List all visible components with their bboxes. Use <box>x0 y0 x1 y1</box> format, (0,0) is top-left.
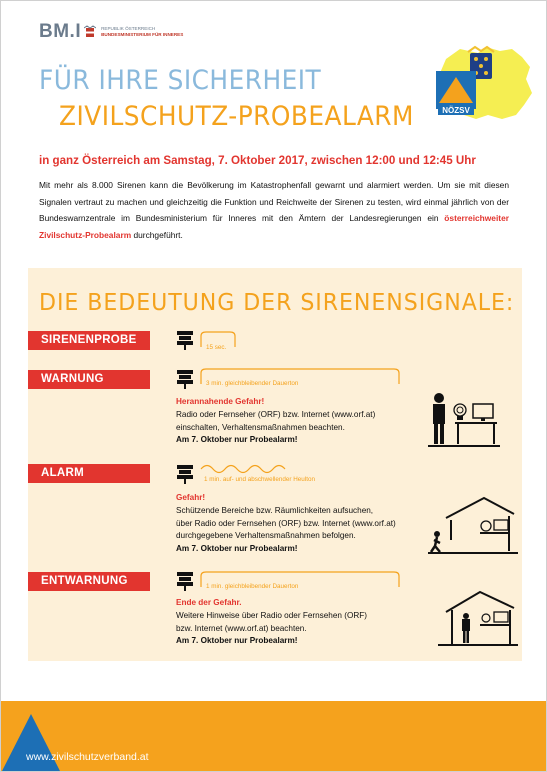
eagle-icon <box>84 25 96 39</box>
desc-warnung-head: Herannahende Gefahr! <box>176 397 265 406</box>
siren-signals-panel <box>28 268 522 661</box>
desc-entwarnung-line: Weitere Hinweise über Radio oder Fernsehen (ORF) <box>176 610 367 620</box>
person-radio-tv-icon <box>428 390 500 448</box>
desc-warnung-line: Radio oder Fernseher (ORF) bzw. Internet (www.orf.at) <box>176 409 376 419</box>
label-entwarnung: ENTWARNUNG <box>28 572 150 591</box>
label-alarm: ALARM <box>28 464 150 483</box>
republic-text: REPUBLIK ÖSTERREICH <box>101 26 156 31</box>
footer-url-link[interactable]: www.zivilschutzverband.at <box>26 751 149 763</box>
desc-entwarnung-line: bzw. Internet (www.orf.at) beachten. <box>176 623 307 633</box>
label-warnung: WARNUNG <box>28 370 150 389</box>
desc-alarm-line: Schützende Bereiche bzw. Räumlichkeiten aufsuchen, <box>176 505 374 515</box>
desc-alarm-line: durchgegebene Verhaltensmaßnahmen befolgen. <box>176 531 356 541</box>
desc-warnung <box>176 396 446 447</box>
siren-icon <box>176 330 194 350</box>
date-line: in ganz Österreich am Samstag, 7. Oktober 2017, zwischen 12:00 und 12:45 Uhr <box>39 154 476 167</box>
signal-caption-alarm: 1 min. auf- und abschwellender Heulton <box>204 476 315 483</box>
bmi-logo <box>39 21 183 43</box>
intro-suffix: durchgeführt. <box>133 230 183 241</box>
signal-caption-warnung: 3 min. gleichbleibender Dauerton <box>206 380 299 387</box>
desc-entwarnung-head: Ende der Gefahr. <box>176 598 242 607</box>
title-line-2: ZIVILSCHUTZ-PROBEALARM <box>59 101 414 132</box>
siren-icon <box>176 571 194 591</box>
person-in-house-icon <box>438 590 518 646</box>
intro-text: Mit mehr als 8.000 Sirenen kann die Bevölkerung im Katastrophenfall gewarnt und alarmiert werden. Um sie mit diesen Signalen vertraut zu machen und gleichzeitig die Funktion und Reichweite der Sirenen zu testen, wird einmal jährlich von der Bundeswarnzentrale im Bundesministerium für Inneres mit den Ämtern der Landesregierungen ein <box>39 180 509 224</box>
signal-alarm-graph <box>200 462 288 474</box>
intro-paragraph <box>39 177 509 244</box>
desc-alarm <box>176 492 446 556</box>
noezsv-logo <box>426 45 534 131</box>
desc-warnung-line: einschalten, Verhaltensmaßnahmen beachten. <box>176 422 345 432</box>
noezsv-label: NÖZSV <box>442 106 470 115</box>
signal-caption-probe: 15 sec. <box>206 344 227 351</box>
triangle-icon <box>1 714 61 772</box>
signal-caption-entwarnung: 1 min. gleichbleibender Dauerton <box>206 583 299 590</box>
desc-entwarnung <box>176 597 446 648</box>
title-line-1: FÜR IHRE SICHERHEIT <box>39 65 322 96</box>
desc-alarm-note: Am 7. Oktober nur Probealarm! <box>176 544 298 554</box>
desc-alarm-line: über Radio oder Fernsehen (ORF) bzw. Internet (www.orf.at) <box>176 518 396 528</box>
desc-warnung-note: Am 7. Oktober nur Probealarm! <box>176 435 298 445</box>
ministry-text: BUNDESMINISTERIUM FÜR INNERES <box>101 32 184 37</box>
bmi-abbr: BM.I <box>39 21 82 42</box>
label-sirenenprobe: SIRENENPROBE <box>28 331 150 350</box>
ministry-name-block <box>101 26 183 38</box>
person-entering-house-icon <box>428 496 518 554</box>
siren-icon <box>176 369 194 389</box>
desc-alarm-head: Gefahr! <box>176 493 206 502</box>
siren-icon <box>176 464 194 484</box>
panel-title: DIE BEDEUTUNG DER SIRENENSIGNALE: <box>39 288 515 316</box>
desc-entwarnung-note: Am 7. Oktober nur Probealarm! <box>176 636 298 646</box>
intro-highlight: österreichweiter Zivilschutz-Probealarm <box>39 213 509 241</box>
